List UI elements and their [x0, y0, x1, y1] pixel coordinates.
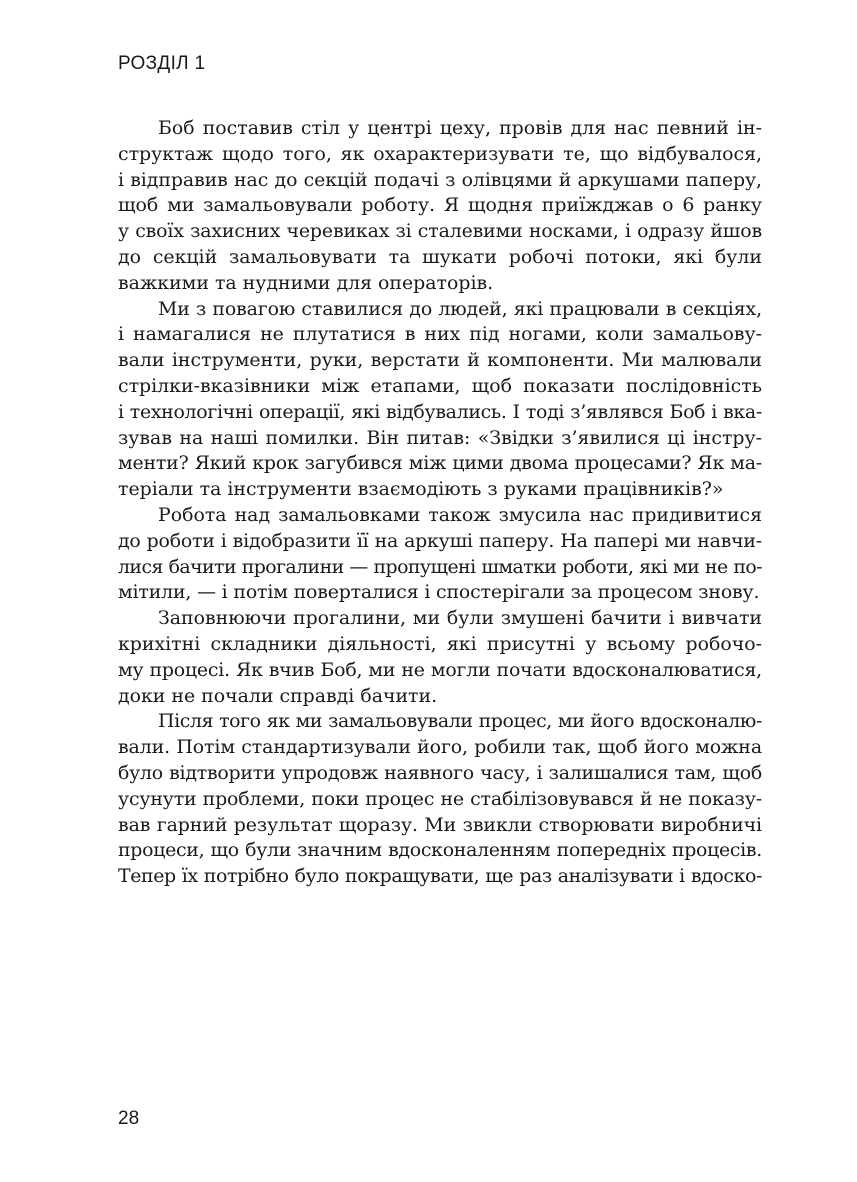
text-line: зував на наші помилки. Він питав: «Звідки з’явилися ці інстру-	[118, 426, 762, 449]
text-line: Робота над замальовками також змусила нас придивитися	[158, 503, 762, 526]
text-line: вав гарний результат щоразу. Ми звикли створювати виробничі	[118, 813, 762, 836]
text-line: структаж щодо того, як охарактеризувати те, що відбувалося,	[118, 142, 762, 165]
text-line: усунути проблеми, поки процес не стабілізовувався й не показу-	[118, 787, 762, 810]
text-line: процеси, що були значним вдосконаленням попередніх процесів.	[118, 839, 762, 862]
text-line: Ми з повагою ставилися до людей, які працювали в секціях,	[158, 297, 762, 320]
text-line: мітили, — і потім поверталися і спостерігали за процесом знову.	[118, 581, 760, 604]
text-line: і відправив нас до секцій подачі з олівцями й аркушами паперу,	[118, 168, 762, 191]
text-line: до секцій замальовувати та шукати робочі потоки, які були	[118, 245, 762, 268]
text-line: менти? Який крок загубився між цими двома процесами? Як ма-	[118, 452, 762, 475]
paragraph-1	[118, 116, 762, 297]
text-line: до роботи і відобразити її на аркуші паперу. На папері ми навчи-	[118, 529, 762, 552]
text-line: і намагалися не плутатися в них під ногами, коли замальову-	[118, 323, 762, 346]
text-line: вали. Потім стандартизували його, робили так, щоб його можна	[118, 736, 762, 759]
text-line: стрілки-вказівники між етапами, щоб показати послідовність	[118, 374, 762, 397]
text-line: щоб ми замальовували роботу. Я щодня приїжджав о 6 ранку	[118, 194, 762, 217]
text-line: му процесі. Як вчив Боб, ми не могли почати вдосконалюватися,	[118, 658, 762, 681]
text-line: і технологічні операції, які відбувались. І тоді з’являвся Боб і вка-	[118, 400, 762, 423]
text-line: крихітні складники діяльності, які присутні у всьому робочо-	[118, 632, 762, 655]
paragraph-5	[118, 709, 762, 890]
text-line: Заповнюючи прогалини, ми були змушені бачити і вивчати	[158, 607, 762, 630]
text-line: у своїх захисних черевиках зі сталевими носками, і одразу йшов	[118, 220, 762, 243]
text-line: Боб поставив стіл у центрі цеху, провів для нас певний ін-	[158, 117, 762, 139]
text-line: доки не почали справді бачити.	[118, 684, 438, 707]
text-line: важкими та нудними для операторів.	[118, 271, 494, 294]
text-line: Після того як ми замальовували процес, ми його вдосконалю-	[158, 710, 762, 733]
text-line: Тепер їх потрібно було покращувати, ще раз аналізувати і вдоско-	[118, 865, 762, 888]
text-line: теріали та інструменти взаємодіють з руками працівників?»	[118, 478, 724, 501]
running-head: РОЗДІЛ 1	[118, 53, 206, 74]
body-text	[118, 116, 762, 890]
page-number: 28	[118, 1108, 140, 1129]
paragraph-4	[118, 606, 762, 709]
paragraph-2	[118, 297, 762, 503]
paragraph-3	[118, 503, 762, 606]
text-line: лися бачити прогалини — пропущені шматки роботи, які ми не по-	[118, 555, 762, 578]
text-line: було відтворити упродовж наявного часу, і залишалися там, щоб	[118, 761, 762, 784]
text-line: вали інструменти, руки, верстати й компоненти. Ми малювали	[118, 349, 762, 372]
